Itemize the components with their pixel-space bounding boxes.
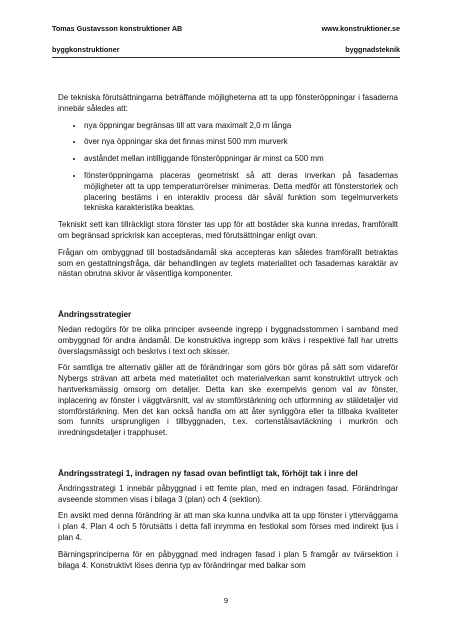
header-divider	[52, 57, 400, 58]
header-left-subtitle: byggkonstruktioner	[52, 45, 120, 54]
section-gap	[58, 286, 398, 310]
section-heading-strategies: Ändringsstrategier	[58, 310, 132, 320]
company-name: Tomas Gustavsson konstruktioner AB	[52, 24, 183, 33]
section-gap	[58, 445, 398, 469]
document-body	[58, 93, 398, 577]
header-right-subtitle: byggnadsteknik	[345, 45, 400, 54]
list-item: • nya öppningar begränsas till att vara maximalt 2,0 m långa	[84, 121, 398, 132]
list-item: • över nya öppningar ska det finnas minst 500 mm murverk	[84, 137, 398, 148]
paragraph: Frågan om ombyggnad till bostadsändamål ska accepteras kan således framförallt betraktas som en gestaltningsfråga, där behandlingen av teglets materialitet och fasadernas karaktär av nästan obrutna skivor är väsentliga komponenter.	[58, 247, 398, 279]
requirements-list	[58, 121, 398, 215]
list-item: • fönsteröppningarna placeras geometriskt så att deras inverkan på fasadernas möjligheter att ta upp temperaturrörelser minimeras. Detta medför att fönsterstorlek och placering bestäms i en interaktiv process där såväl funktion som tegelmurverkets tekniska karakteristika beaktas.	[84, 171, 398, 214]
paragraph: En avsikt med denna förändring är att man ska kunna undvika att ta upp fönster i ytterväggarna i plan 4. Plan 4 och 5 förutsätts i detta fall inrymma en festlokal som förses med indirekt ljus i plan 4.	[58, 511, 398, 542]
website-link[interactable]: www.konstruktioner.se	[321, 24, 400, 33]
paragraph: Bärningsprinciperna för en påbyggnad med indragen fasad i plan 5 framgår av tvärsektion i bilaga 4. Konstruktivt löses denna typ av förändringar med balkar som	[58, 549, 398, 570]
section-heading-strategy-1: Ändringsstrategi 1, indragen ny fasad ovan befintligt tak, förhöjt tak i inre del	[58, 468, 358, 478]
paragraph: Ändringsstrategi 1 innebär påbyggnad i ett femte plan, med en indragen fasad. Förändringar avseende stommen visas i bilaga 3 (plan) och 4 (sektion).	[58, 483, 398, 504]
paragraph-intro: De tekniska förutsättningarna beträffande möjligheterna att ta upp fönsteröppningar i fasaderna innebär således att:	[58, 93, 398, 113]
list-item: • avståndet mellan intilliggande fönsteröppningar är minst ca 500 mm	[84, 154, 398, 165]
page-number: 9	[223, 596, 229, 605]
paragraph: Tekniskt sett kan tillräckligt stora fönster tas upp för att bostäder ska kunna inredas, framförallt om begränsad sprickrisk kan accepteras, med förutsättningar enligt ovan.	[58, 220, 398, 240]
paragraph: För samtliga tre alternativ gäller att de förändringar som görs bör göras på sätt som vidareför Nybergs strävan att arbeta med materialitet och materialverkan samt konstruktivt uttryck och hantverksmässig omsorg om detaljer. Detta kan ske exempelvis genom val av fönster, inplacering av fönster i väggtvärsnitt, val av stomförstärkning och utformning av stäldetaljer vid stomförstärkning. Men det kan också handla om att åter synliggöra eller ta tillbaka kvaliteter som funnits ursprungligen i tillbyggnaden, t.ex. cortenstålsavtäckning i murkrön och inredningsdetaljer i trapphuset.	[58, 363, 398, 438]
paragraph: Nedan redogörs för tre olika principer avseende ingrepp i byggnadsstommen i samband med ombyggnad för andra ändamål. De konstruktiva ingrepp som krävs i respektive fall har utretts överslagsmässigt och beskrivs i text och skisser.	[58, 324, 398, 356]
